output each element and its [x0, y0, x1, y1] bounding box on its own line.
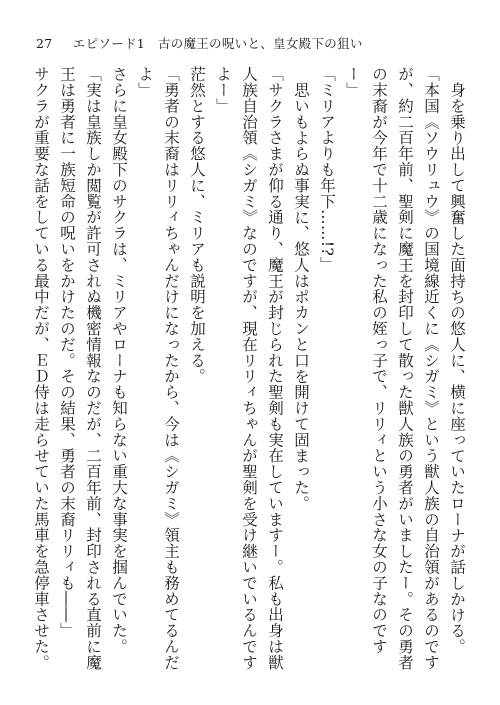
paragraph-4: 思いもよらぬ事実に、悠人はポカンと口を開けて固まった。 — [292, 81, 310, 511]
paragraph-9: 「実は皇族しか閲覧が許可されぬ機密情報なのだが、二百年前、封印される直前に魔王は勇者に一族短命の呪いをかけたのだ。その結果、勇者の末裔リリィも――」 — [58, 66, 102, 671]
paragraph-6: 茫然とする悠人に、ミリアも説明を加える。 — [188, 66, 206, 384]
paragraph-5: 「サクラさまが仰る通り、魔王が封じられた聖剣も実在していますー。私も出身は獣人族自治領《シガミ》なのですが、現在リリィちゃんが聖剣を受け継いでいるんですよー」 — [214, 66, 284, 671]
running-header — [36, 34, 363, 52]
paragraph-3: 「ミリアよりも年下……!?」 — [318, 66, 336, 273]
paragraph-2: 「本国《ソウリュウ》の国境線近くに《シガミ》という獣人族の自治領があるのですが、約二百年前、聖剣に魔王を封印して散った獣人族の勇者がいましたー。その勇者の末裔が今年で十二歳になった私の姪っ子で、リリィという小さな女の子なのですー」 — [344, 66, 440, 671]
paragraph-7: 「勇者の末裔はリリィちゃんだけになったから、今は《シガミ》領主も務めてるんだよ」 — [136, 66, 180, 671]
vertical-body-text — [30, 66, 470, 676]
paragraph-10: サクラが重要な話をしている最中だが、ＥＤ侍は走らせていた馬車を急停車させた。 — [32, 66, 50, 671]
running-title: エピソード1 古の魔王の呪いと、皇女殿下の狙い — [72, 36, 363, 51]
page-number: 27 — [36, 36, 53, 51]
paragraph-1: 身を乗り出して興奮した面持ちの悠人に、横に座っていたローナが話しかける。 — [448, 81, 466, 654]
paragraph-8: さらに皇女殿下のサクラは、ミリアやローナも知らない重大な事実を掴んでいた。 — [110, 66, 128, 655]
